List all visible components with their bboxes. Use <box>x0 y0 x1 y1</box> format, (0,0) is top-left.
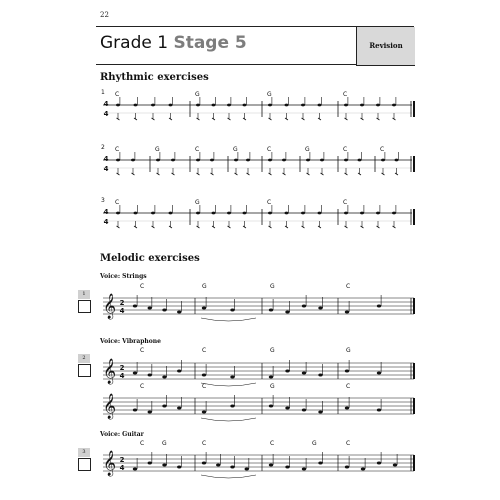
rhythm-note-upper <box>246 159 250 162</box>
exercise-number-1: 1 <box>78 290 90 299</box>
melody-note <box>345 311 349 314</box>
chord-symbol: G <box>312 440 317 447</box>
melody-note <box>162 464 166 467</box>
chord-symbol: C <box>140 283 145 290</box>
chord-symbol: C <box>267 199 272 206</box>
melody-note <box>302 409 306 412</box>
rhythm-note-upper <box>282 159 286 162</box>
rhythm-note-upper <box>306 159 310 162</box>
melody-note <box>377 462 381 465</box>
melody-note <box>377 372 381 375</box>
melody-note <box>148 374 152 377</box>
rhythm-note-upper <box>392 212 396 215</box>
melody-note <box>285 370 289 373</box>
chord-symbol: C <box>202 383 207 390</box>
rhythm-note-upper <box>344 159 348 162</box>
time-signature-top: 4 <box>103 208 109 216</box>
treble-clef-icon: 𝄞 <box>103 294 117 319</box>
rhythm-note-upper <box>196 104 200 107</box>
rhythm-note-upper <box>381 159 385 162</box>
melody-note <box>133 409 137 412</box>
chord-symbol: G <box>305 146 310 153</box>
chord-symbol: G <box>346 347 351 354</box>
chord-symbol: C <box>267 146 272 153</box>
chord-symbol: C <box>202 347 207 354</box>
final-barline-thick <box>413 398 415 414</box>
melody-note <box>162 376 166 379</box>
time-signature-top: 2 <box>119 364 125 372</box>
voice-label-2: Voice: Vibraphone <box>100 338 161 345</box>
chord-symbol: C <box>343 199 348 206</box>
rhythm-exercise-number: 3 <box>101 197 105 204</box>
chord-symbol: C <box>380 146 385 153</box>
slur <box>201 475 256 478</box>
melody-note <box>302 468 306 471</box>
chord-symbol: C <box>195 146 200 153</box>
title-stage: Stage 5 <box>173 33 247 53</box>
chord-symbol: C <box>140 347 145 354</box>
rhythm-note-upper <box>171 159 175 162</box>
rhythm-note-upper <box>116 159 120 162</box>
rhythm-note-upper <box>376 212 380 215</box>
rhythm-note-upper <box>376 104 380 107</box>
rhythm-note-upper <box>301 104 305 107</box>
slur <box>201 418 256 421</box>
time-signature-bottom: 4 <box>103 110 109 118</box>
rhythm-note-upper <box>151 212 155 215</box>
melody-note <box>216 464 220 467</box>
rhythm-note-upper <box>196 159 200 162</box>
rhythm-note-upper <box>156 159 160 162</box>
time-signature-top: 2 <box>119 299 125 307</box>
melody-note <box>148 307 152 310</box>
final-barline-thick <box>413 156 415 172</box>
rhythm-note-upper <box>227 104 231 107</box>
chord-symbol: G <box>233 146 238 153</box>
rhythm-note-upper <box>268 159 272 162</box>
rhythm-note-upper <box>134 104 138 107</box>
melody-note <box>318 374 322 377</box>
chord-symbol: C <box>270 440 275 447</box>
rhythmic-section-title: Rhythmic exercises <box>100 72 209 83</box>
rhythm-note-upper <box>318 212 322 215</box>
rhythm-exercise-number: 1 <box>101 89 105 96</box>
chord-symbol: G <box>270 283 275 290</box>
melody-note <box>202 307 206 310</box>
chord-symbol: G <box>195 199 200 206</box>
melody-note <box>162 405 166 408</box>
melody-note <box>285 311 289 314</box>
slur <box>201 318 256 321</box>
melody-note <box>230 466 234 469</box>
melody-note <box>230 376 234 379</box>
chord-symbol: G <box>270 347 275 354</box>
melody-note <box>345 370 349 373</box>
melody-note <box>377 305 381 308</box>
time-signature-top: 4 <box>103 155 109 163</box>
time-signature-bottom: 4 <box>119 372 125 380</box>
chord-symbol: G <box>202 283 207 290</box>
melody-note <box>245 468 249 471</box>
melody-note <box>302 372 306 375</box>
melody-note <box>345 466 349 469</box>
melody-note <box>202 462 206 465</box>
melody-note <box>285 466 289 469</box>
rhythm-exercise-number: 2 <box>101 144 105 151</box>
rhythm-note-upper <box>169 212 173 215</box>
chord-symbol: G <box>267 91 272 98</box>
melody-note <box>177 466 181 469</box>
treble-clef-icon: 𝄞 <box>103 451 117 476</box>
exercise-number-2: 2 <box>78 354 90 363</box>
melody-note <box>148 411 152 414</box>
rhythm-note-upper <box>360 104 364 107</box>
time-signature-bottom: 4 <box>103 218 109 226</box>
title-grade: Grade 1 <box>100 33 169 53</box>
melody-note <box>269 309 273 312</box>
rhythm-note-upper <box>395 159 399 162</box>
time-signature-top: 2 <box>119 456 125 464</box>
melody-note <box>318 411 322 414</box>
chord-symbol: C <box>115 146 120 153</box>
rhythm-note-upper <box>285 212 289 215</box>
page-number: 22 <box>100 11 109 19</box>
melody-note <box>177 407 181 410</box>
melody-note <box>318 462 322 465</box>
melody-note <box>269 464 273 467</box>
rhythm-note-upper <box>196 212 200 215</box>
melody-note <box>361 468 365 471</box>
melody-note <box>269 405 273 408</box>
melody-note <box>318 307 322 310</box>
rhythm-note-upper <box>234 159 238 162</box>
rhythm-note-upper <box>268 104 272 107</box>
chord-symbol: C <box>115 91 120 98</box>
chord-symbol: C <box>343 91 348 98</box>
melody-note <box>148 462 152 465</box>
melody-note <box>230 405 234 408</box>
rhythm-note-upper <box>285 104 289 107</box>
chord-symbol: G <box>155 146 160 153</box>
chord-symbol: G <box>270 383 275 390</box>
chord-symbol: C <box>346 383 351 390</box>
chord-symbol: G <box>162 440 167 447</box>
rhythm-note-upper <box>301 212 305 215</box>
chord-symbol: C <box>140 440 145 447</box>
melody-note <box>285 407 289 410</box>
chord-symbol: C <box>202 440 207 447</box>
rhythm-note-upper <box>318 104 322 107</box>
final-barline-thick <box>413 455 415 471</box>
chord-symbol: C <box>346 440 351 447</box>
melody-note <box>393 464 397 467</box>
treble-clef-icon: 𝄞 <box>103 359 117 384</box>
final-barline-thick <box>413 209 415 225</box>
final-barline-thick <box>413 298 415 314</box>
rhythm-note-upper <box>116 212 120 215</box>
rhythm-note-upper <box>212 104 216 107</box>
slur <box>201 383 256 386</box>
melody-note <box>302 305 306 308</box>
rhythm-note-upper <box>131 159 135 162</box>
rhythm-note-upper <box>358 159 362 162</box>
rhythm-note-upper <box>392 104 396 107</box>
melody-note <box>202 411 206 414</box>
time-signature-bottom: 4 <box>119 307 125 315</box>
rhythm-note-upper <box>243 104 247 107</box>
chord-symbol: C <box>115 199 120 206</box>
melody-note <box>133 372 137 375</box>
melodic-section-title: Melodic exercises <box>100 253 200 264</box>
revision-tag-label: Revision <box>369 41 403 50</box>
rhythm-note-upper <box>268 212 272 215</box>
rhythm-note-upper <box>344 212 348 215</box>
chord-symbol: C <box>346 283 351 290</box>
rhythm-note-upper <box>360 212 364 215</box>
chord-symbol: C <box>140 383 145 390</box>
rhythm-note-upper <box>134 212 138 215</box>
melody-note <box>177 311 181 314</box>
rhythm-note-upper <box>210 159 214 162</box>
exercise-number-3: 3 <box>78 448 90 457</box>
melody-note <box>202 374 206 377</box>
treble-clef-icon: 𝄞 <box>103 394 117 419</box>
chord-symbol: G <box>195 91 200 98</box>
melody-note <box>177 370 181 373</box>
rhythm-note-upper <box>243 212 247 215</box>
final-barline-thick <box>413 363 415 379</box>
rhythm-note-upper <box>212 212 216 215</box>
melody-note <box>230 309 234 312</box>
melody-note <box>377 409 381 412</box>
melody-note <box>269 376 273 379</box>
melody-note <box>133 305 137 308</box>
rhythm-note-upper <box>227 212 231 215</box>
rhythm-note-upper <box>116 104 120 107</box>
rhythm-note-upper <box>169 104 173 107</box>
voice-label-1: Voice: Strings <box>100 273 147 280</box>
time-signature-top: 4 <box>103 100 109 108</box>
melody-note <box>162 309 166 312</box>
time-signature-bottom: 4 <box>119 464 125 472</box>
final-barline-thick <box>413 101 415 117</box>
rhythm-note-upper <box>320 159 324 162</box>
chord-symbol: C <box>343 146 348 153</box>
melody-note <box>133 468 137 471</box>
rhythm-note-upper <box>151 104 155 107</box>
melody-note <box>345 407 349 410</box>
time-signature-bottom: 4 <box>103 165 109 173</box>
rhythm-note-upper <box>344 104 348 107</box>
voice-label-3: Voice: Guitar <box>100 431 144 438</box>
